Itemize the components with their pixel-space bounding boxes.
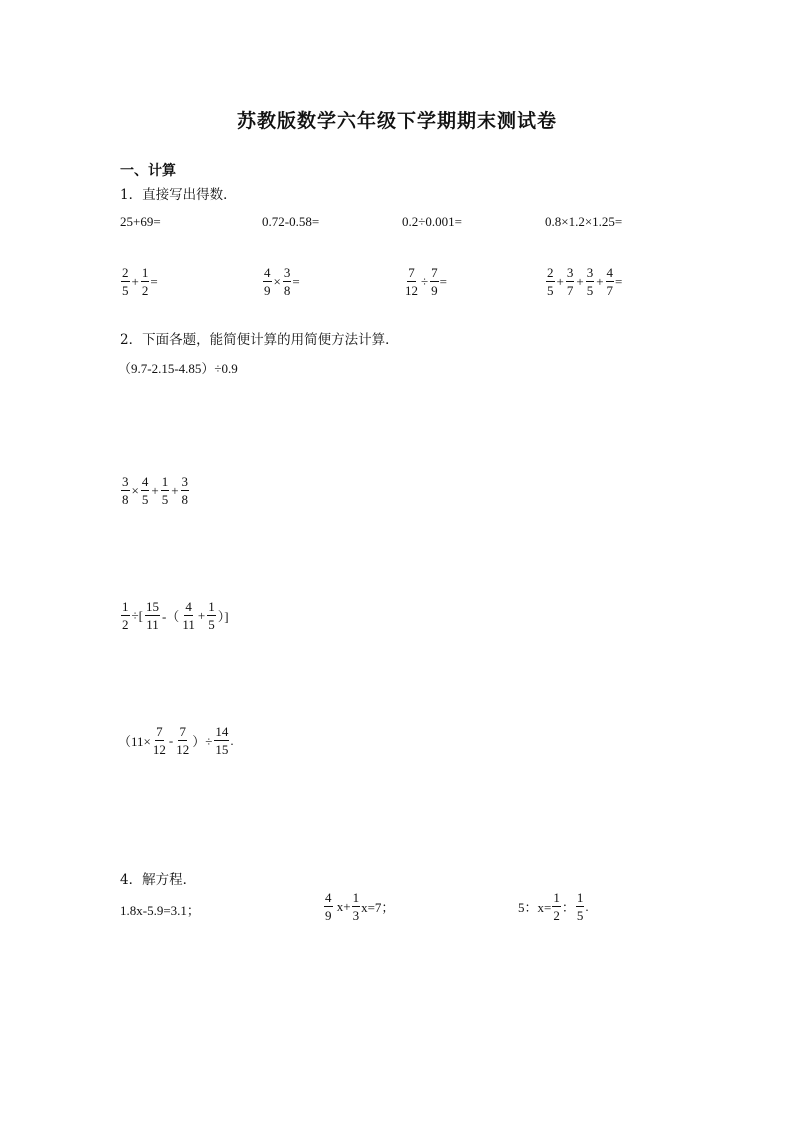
q2-expr-2: $\frac{3}{8}$ × $\frac{4}{5}$ + $\frac{1}{5}$ + $\frac{3}{8}$ [122,474,189,507]
q1-fraction-expr-1: $\frac{2}{5}$ + $\frac{1}{2}$ = [122,265,158,298]
q2-expr-1: （9.7-2.15-4.85）÷0.9 [118,361,238,376]
fraction: $\frac{14}{15}$ [215,724,229,757]
fraction: $\frac{3}{8}$ [181,474,189,507]
q1-expr-1: 25+69= [120,214,161,229]
question-4-label: 4．解方程． [120,872,197,888]
section-heading-calculation: 一、计算 [120,163,176,179]
q2-expr-3: $\frac{1}{2}$ ÷[ $\frac{15}{11}$ -（ $\frac{4}{11}$ + $\frac{1}{5}$ ）] [122,599,229,632]
q1-expr-3: 0.2÷0.001= [402,214,462,229]
fraction: $\frac{1}{5}$ [576,890,584,923]
fraction: $\frac{2}{5}$ [547,265,554,298]
q4-equation-3: 5：x= $\frac{1}{2}$ ： $\frac{1}{5}$ . [518,890,589,923]
fraction: $\frac{1}{2}$ [122,599,129,632]
fraction: $\frac{1}{5}$ [161,474,169,507]
fraction: $\frac{3}{8}$ [283,265,291,298]
fraction: $\frac{1}{2}$ [553,890,560,923]
fraction: $\frac{7}{9}$ [431,265,438,298]
fraction: $\frac{7}{12}$ [152,724,166,757]
q4-equation-1: 1.8x-5.9=3.1； [120,903,200,918]
fraction: $\frac{7}{12}$ [176,724,190,757]
q1-fraction-expr-2: $\frac{4}{9}$ × $\frac{3}{8}$ = [264,265,300,298]
fraction: $\frac{3}{5}$ [586,265,594,298]
fraction: $\frac{4}{9}$ [264,265,271,298]
question-1-label: 1．直接写出得数． [120,187,237,203]
fraction: $\frac{1}{2}$ [141,265,149,298]
fraction: $\frac{1}{3}$ [352,890,360,923]
q1-fraction-expr-4: $\frac{2}{5}$ + $\frac{3}{7}$ + $\frac{3}{5}$ + $\frac{4}{7}$ = [547,265,623,298]
q1-expr-4: 0.8×1.2×1.25= [545,214,623,229]
page-title: 苏教版数学六年级下学期期末测试卷 [236,110,557,132]
fraction: $\frac{15}{11}$ [145,599,159,632]
q1-expr-2: 0.72-0.58= [262,214,320,229]
fraction: $\frac{4}{7}$ [606,265,614,298]
fraction: $\frac{4}{5}$ [141,474,149,507]
fraction: $\frac{7}{12}$ [405,265,418,298]
fraction: $\frac{3}{7}$ [566,265,574,298]
q1-fraction-expr-3: $\frac{7}{12}$ ÷ $\frac{7}{9}$ = [405,265,447,298]
fraction: $\frac{3}{8}$ [122,474,129,507]
q4-equation-2: $\frac{4}{9}$ x+ $\frac{1}{3}$ x=7； [325,890,395,923]
fraction: $\frac{4}{11}$ [182,599,195,632]
fraction: $\frac{2}{5}$ [122,265,129,298]
question-2-label: 2．下面各题，能简便计算的用简便方法计算． [120,332,399,348]
fraction: $\frac{4}{9}$ [325,890,332,923]
fraction: $\frac{1}{5}$ [208,599,215,632]
q2-expr-4: （11× $\frac{7}{12}$ - $\frac{7}{12}$ ）÷ $\frac{14}{15}$ . [118,724,234,757]
